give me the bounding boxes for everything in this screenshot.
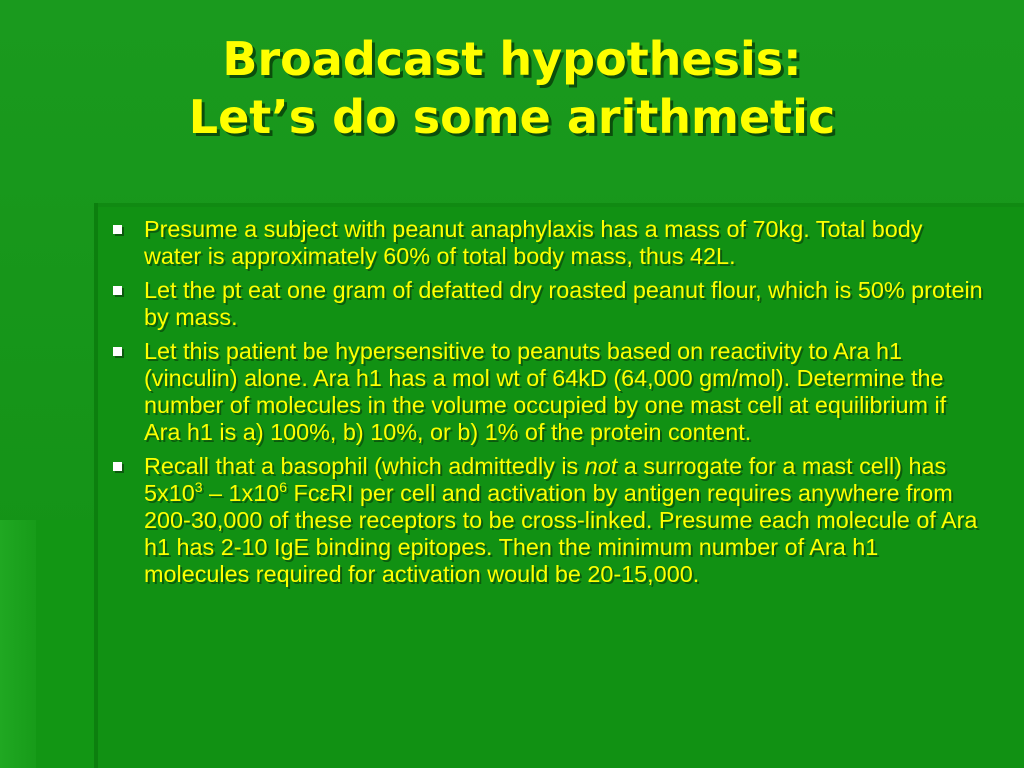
square-bullet-icon <box>113 462 122 471</box>
bullet-item-body-mass <box>110 216 985 270</box>
bullet-text-part-2: a surrogate for a mast cell) has 5x10 <box>144 453 947 506</box>
bullet-superscript-2: 6 <box>279 479 288 496</box>
bullet-text-part-4: FcεRI per cell and activation by antigen requires anywhere from 200-30,000 of these receptors to be cross-linked. Presume each molecule of Ara h1 has 2-10 IgE binding epitopes. Then the minimum number of Ara h1 molecules required for activation would be 20-15,000. <box>144 480 978 587</box>
square-bullet-icon <box>113 225 122 234</box>
bullet-text: Let this patient be hypersensitive to peanuts based on reactivity to Ara h1 (vinculin) alone. Ara h1 has a mol wt of 64kD (64,000 gm/mol). Determine the number of molecules in the volume occupied by one mast cell at equilibrium if Ara h1 is a) 100%, b) 10%, or b) 1% of the protein content. <box>144 338 947 445</box>
bullet-item-basophil <box>110 453 985 588</box>
bullet-text-part-3: – 1x10 <box>202 480 280 506</box>
bullet-item-ara-h1 <box>110 338 985 446</box>
bullet-text: Let the pt eat one gram of defatted dry roasted peanut flour, which is 50% protein by mass. <box>144 277 983 330</box>
bullet-text-emphasis: not <box>584 453 618 479</box>
bullet-superscript-1: 3 <box>194 479 203 496</box>
bullet-item-peanut-flour <box>110 277 985 331</box>
square-bullet-icon <box>113 347 122 356</box>
bullet-text-part-1: Recall that a basophil (which admittedly is <box>144 453 585 479</box>
slide-title-line-2: Let’s do some arithmetic <box>188 90 836 144</box>
slide-title-line-1: Broadcast hypothesis: <box>222 32 802 86</box>
bullet-list <box>110 216 985 595</box>
square-bullet-icon <box>113 286 122 295</box>
bullet-text: Presume a subject with peanut anaphylaxis has a mass of 70kg. Total body water is approximately 60% of total body mass, thus 42L. <box>144 216 923 269</box>
background-panel-left <box>0 520 40 768</box>
slide-title <box>0 30 1024 146</box>
background-panel-left-inner <box>36 520 96 768</box>
